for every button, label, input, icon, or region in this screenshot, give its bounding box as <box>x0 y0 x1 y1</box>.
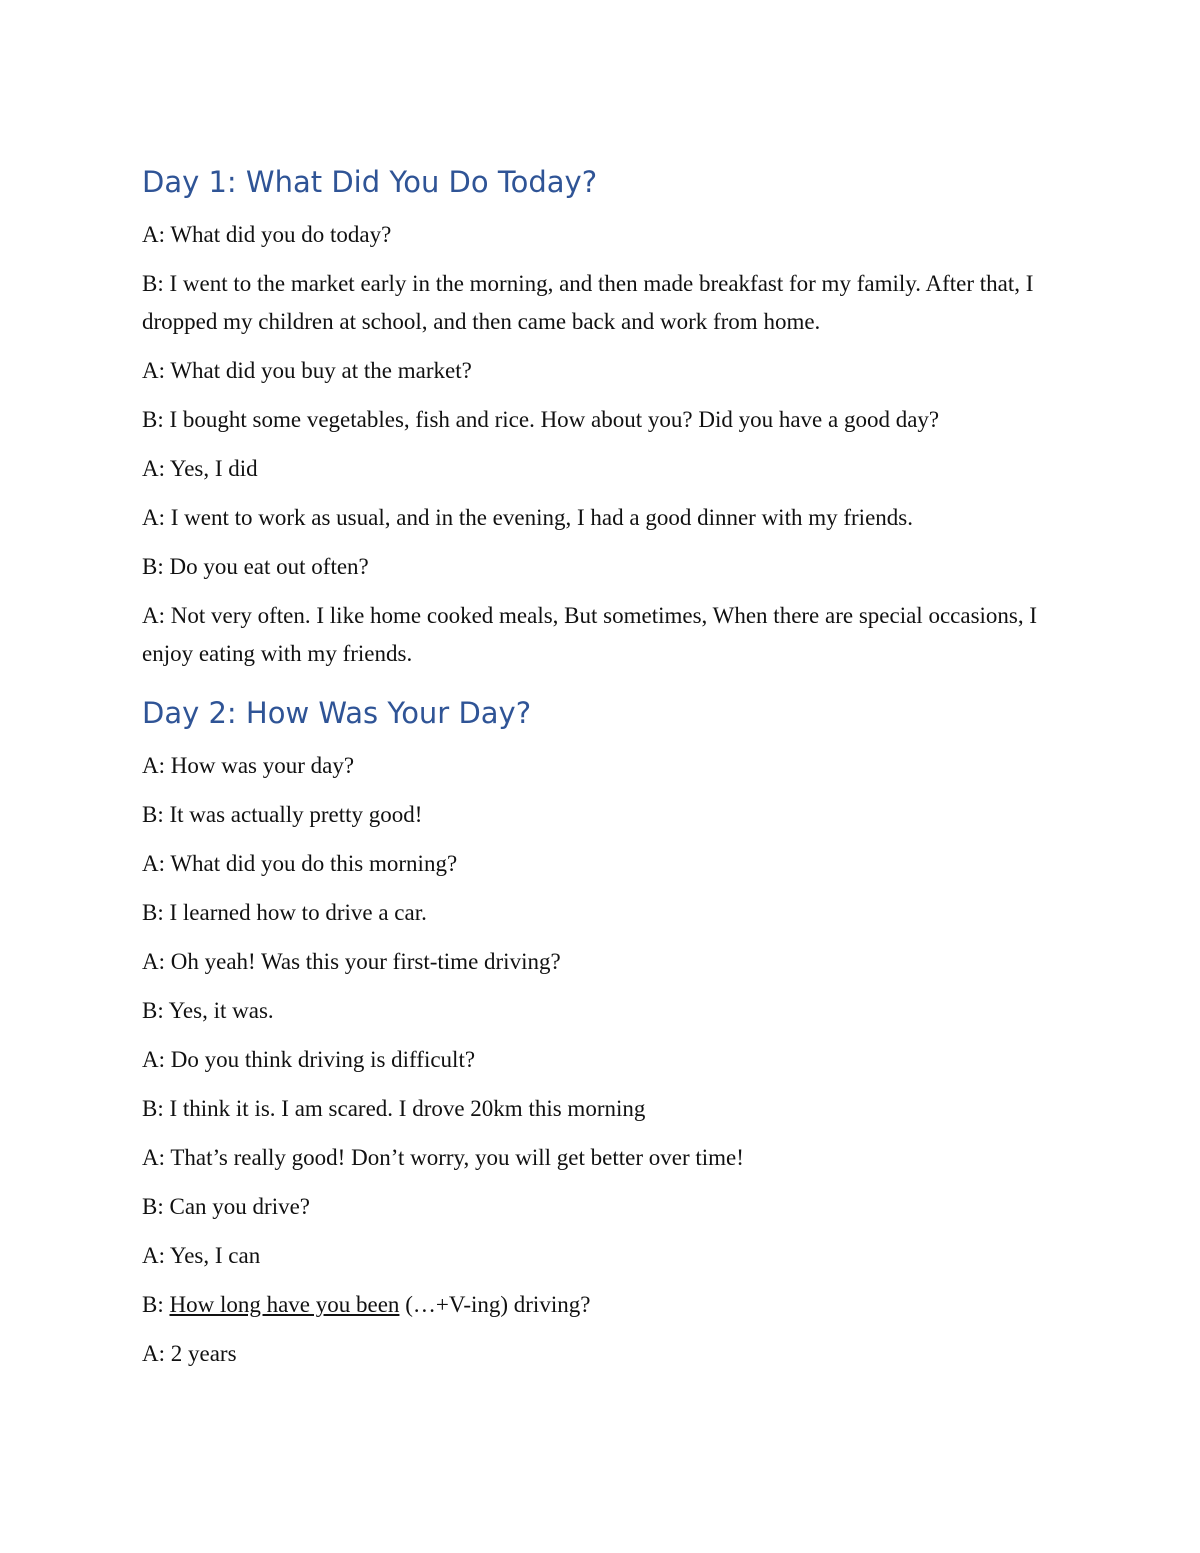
document-page <box>142 160 1042 1384</box>
dialogue-line: B: I bought some vegetables, fish and rice. How about you? Did you have a good day? <box>142 407 940 432</box>
dialogue-line: B: Yes, it was. <box>142 998 274 1023</box>
day2-heading: Day 2: How Was Your Day? <box>142 696 532 730</box>
dialogue-line: A: Not very often. I like home cooked meals, But sometimes, When there are special occasions, I enjoy eating with my friends. <box>142 603 1038 666</box>
dialogue-line-underlined <box>142 1286 1042 1324</box>
dialogue-line: B: I think it is. I am scared. I drove 20km this morning <box>142 1096 646 1121</box>
day1-heading: Day 1: What Did You Do Today? <box>142 165 598 199</box>
dialogue-line: B: It was actually pretty good! <box>142 802 423 827</box>
dialogue-line: B: Can you drive? <box>142 1194 310 1219</box>
dialogue-line: A: What did you buy at the market? <box>142 358 472 383</box>
dialogue-line: B: I learned how to drive a car. <box>142 900 427 925</box>
dialogue-line: A: What did you do today? <box>142 222 392 247</box>
dialogue-line: A: That’s really good! Don’t worry, you will get better over time! <box>142 1145 744 1170</box>
dialogue-line: B: Do you eat out often? <box>142 554 369 579</box>
dialogue-line: A: I went to work as usual, and in the evening, I had a good dinner with my friends. <box>142 505 913 530</box>
line-prefix: B: <box>142 1292 170 1317</box>
dialogue-line: A: Oh yeah! Was this your first-time driving? <box>142 949 561 974</box>
dialogue-line: A: How was your day? <box>142 753 355 778</box>
dialogue-line: A: Yes, I can <box>142 1243 261 1268</box>
dialogue-line: A: What did you do this morning? <box>142 851 458 876</box>
dialogue-line: B: I went to the market early in the morning, and then made breakfast for my family. After that, I dropped my children at school, and then came back and work from home. <box>142 271 1034 334</box>
dialogue-line: A: 2 years <box>142 1341 237 1366</box>
dialogue-line: A: Do you think driving is difficult? <box>142 1047 476 1072</box>
line-suffix: (…+V-ing) driving? <box>399 1292 591 1317</box>
underlined-phrase: How long have you been <box>169 1292 400 1317</box>
dialogue-line: A: Yes, I did <box>142 456 258 481</box>
